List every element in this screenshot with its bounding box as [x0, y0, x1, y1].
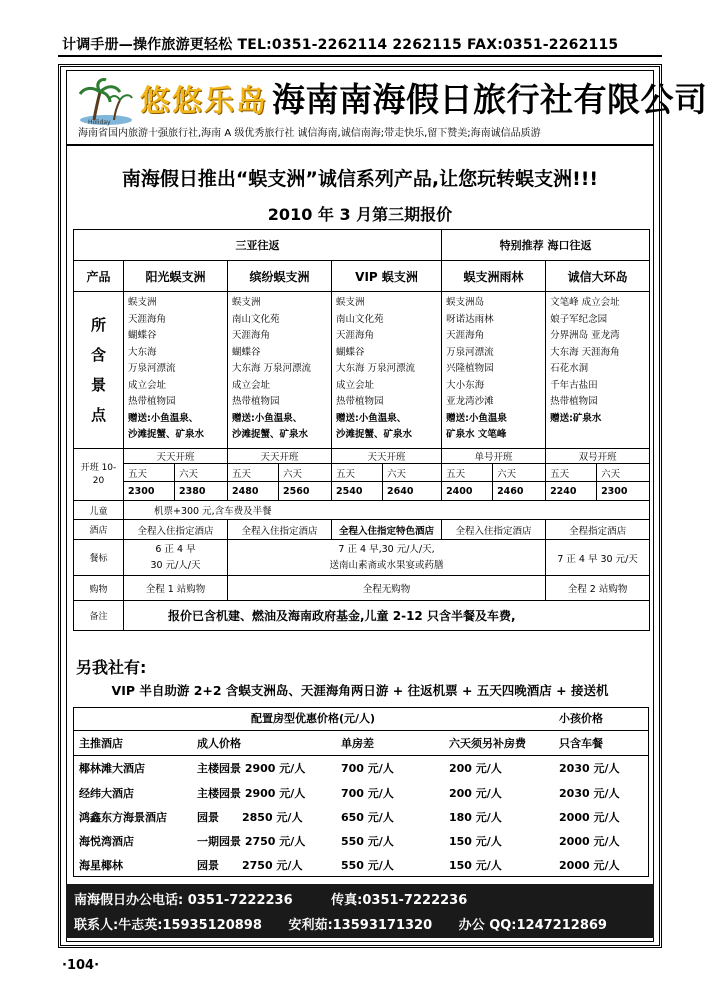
column-header: 成人价格 — [191, 730, 335, 755]
page-headline: 南海假日推出“蜈支洲”诚信系列产品,让您玩转蜈支洲!!! — [121, 168, 599, 190]
meals-middle-line1: 7 正 4 早,30 元/人/天, — [338, 543, 435, 555]
spot-item: 赠送:小鱼温泉、 — [232, 412, 303, 424]
meals-first — [124, 540, 228, 576]
price-cell: 2460 — [493, 482, 546, 501]
schedule-text: 单号开班 — [442, 449, 546, 464]
product-label: 产品 — [74, 261, 124, 292]
notes-label: 备注 — [74, 601, 124, 631]
hotel-price-table — [73, 707, 649, 877]
spot-item: 热带植物园 — [550, 396, 598, 407]
contact-person-1: 联系人:牛志英:15935120898 — [74, 918, 262, 933]
spot-item: 矿泉水 文笔峰 — [446, 429, 507, 440]
single-supplement: 700 元/人 — [341, 786, 394, 800]
product-name: VIP 蜈支洲 — [332, 261, 442, 292]
spot-item: 成立会址 — [128, 379, 167, 391]
spots-label-text: 所含景点 — [90, 316, 106, 424]
child-price: 2030 元/人 — [559, 761, 620, 775]
hotel-cell: 全程指定酒店 — [546, 520, 650, 540]
meals-middle-line2: 送南山素斋或水果宴或药膳 — [329, 559, 444, 571]
spot-item: 南山文化苑 — [336, 313, 384, 325]
adult-price: 主楼园景 2900 元/人 — [197, 786, 306, 800]
meals-label: 餐标 — [74, 540, 124, 576]
product-name: 阳光蜈支洲 — [124, 261, 228, 292]
spot-item: 沙滩捉蟹、矿泉水 — [336, 429, 413, 440]
product-price-table — [73, 229, 650, 631]
price-period-title: 2010 年 3 月第三期报价 — [267, 205, 453, 224]
palm-tree-island-icon — [76, 76, 136, 126]
price-cell: 2640 — [383, 482, 442, 501]
single-supplement: 550 元/人 — [341, 835, 394, 848]
office-qq: 办公 QQ:1247212869 — [458, 918, 607, 933]
shopping-middle: 全程无购物 — [228, 576, 546, 601]
contact-person-2: 安利茹:13593171320 — [288, 918, 433, 933]
column-header: 只含车餐 — [553, 730, 649, 755]
office-fax: 传真:0351-7222236 — [331, 893, 468, 908]
hotel-cell: 全程入住指定酒店 — [124, 520, 228, 540]
notes-text: 报价已含机建、燃油及海南政府基金,儿童 2-12 只含半餐及车费, — [124, 601, 650, 631]
brand-divider — [66, 144, 654, 146]
spot-item: 石花水洞 — [550, 363, 589, 374]
price-cell: 2480 — [228, 482, 279, 501]
hotel-name: 经纬大酒店 — [79, 786, 134, 800]
spot-item: 热带植物园 — [232, 396, 280, 407]
child-price-title: 小孩价格 — [553, 707, 649, 730]
days-cell: 五天 — [124, 464, 175, 482]
spots-list — [228, 292, 332, 449]
days-cell: 五天 — [332, 464, 383, 482]
child-price: 2000 元/人 — [559, 859, 620, 872]
shopping-label: 购物 — [74, 576, 124, 601]
days-cell: 五天 — [228, 464, 279, 482]
spot-item: 蝴蝶谷 — [128, 330, 157, 341]
price-cell: 2540 — [332, 482, 383, 501]
spot-item: 天涯海角 — [232, 330, 271, 341]
days-cell: 六天 — [493, 464, 546, 482]
adult-price: 园景 2850 元/人 — [197, 811, 303, 824]
schedule-text: 天天开班 — [332, 449, 442, 464]
spot-item: 千年古盐田 — [550, 379, 598, 391]
spot-item: 大小东海 — [446, 379, 485, 391]
meals-middle — [228, 540, 546, 576]
meals-first-price: 30 元/人/天 — [150, 559, 201, 571]
company-tagline: 海南省国内旅游十强旅行社,海南 A 级优秀旅行社 诚信海南,诚信南海;带走快乐,留下赞美;海南诚信品质游 — [78, 128, 541, 139]
single-supplement: 700 元/人 — [341, 761, 394, 775]
schedule-text: 天天开班 — [228, 449, 332, 464]
adult-price: 主楼园景 2900 元/人 — [197, 761, 306, 775]
price-cell: 2240 — [546, 482, 597, 501]
spot-item: 天涯海角 — [446, 330, 485, 341]
extra-fee: 200 元/人 — [449, 786, 502, 800]
schedule-label: 开班 10-20 — [74, 449, 124, 501]
price-cell: 2300 — [597, 482, 650, 501]
spot-item: 蜈支洲岛 — [446, 297, 485, 308]
spot-item: 南山文化苑 — [232, 313, 280, 325]
child-price: 2030 元/人 — [559, 786, 620, 800]
spot-item: 热带植物园 — [336, 396, 384, 407]
spot-item: 万泉河漂流 — [128, 363, 176, 374]
spot-item: 沙滩捉蟹、矿泉水 — [232, 429, 309, 440]
hotel-label: 酒店 — [74, 520, 124, 540]
spot-item: 大东海 — [128, 346, 157, 358]
extra-fee: 200 元/人 — [449, 761, 502, 775]
product-name: 诚信大环岛 — [546, 261, 650, 292]
logo-caption: Holiday — [88, 119, 111, 126]
hotel-cell: 全程入住指定酒店 — [228, 520, 332, 540]
hotel-name: 鸿鑫东方海景酒店 — [79, 811, 167, 824]
spot-item: 热带植物园 — [128, 396, 176, 407]
spot-item: 万泉河漂流 — [446, 346, 494, 358]
spot-item: 沙滩捉蟹、矿泉水 — [128, 429, 205, 440]
column-header: 单房差 — [335, 730, 443, 755]
spot-item: 蝴蝶谷 — [232, 346, 261, 358]
table-row — [73, 829, 649, 853]
single-supplement: 650 元/人 — [341, 811, 394, 824]
spots-list — [332, 292, 442, 449]
spot-item: 成立会址 — [336, 379, 375, 391]
spot-item: 兴隆植物园 — [446, 363, 494, 374]
adult-price: 园景 2750 元/人 — [197, 859, 303, 872]
days-cell: 五天 — [442, 464, 493, 482]
price-cell: 2400 — [442, 482, 493, 501]
spots-list — [442, 292, 546, 449]
hotel-cell: 全程入住指定特色酒店 — [332, 520, 442, 540]
page-header: 计调手册—操作旅游更轻松 TEL:0351-2262114 2262115 FAX:0351-2262115 — [62, 37, 619, 53]
column-header: 六天须另补房费 — [443, 730, 553, 755]
spot-item: 天涯海角 — [128, 313, 167, 325]
price-table-title: 配置房型优惠价格(元/人) — [73, 707, 553, 730]
price-cell: 2380 — [175, 482, 228, 501]
company-name: 海南南海假日旅行社有限公司 — [272, 80, 708, 119]
spot-item: 分界洲岛 亚龙湾 — [550, 330, 620, 341]
schedule-text: 天天开班 — [124, 449, 228, 464]
price-cell: 2300 — [124, 482, 175, 501]
hotel-name: 椰林滩大酒店 — [79, 761, 145, 775]
page-number: ·104· — [62, 958, 100, 973]
spot-item: 天涯海角 — [336, 330, 375, 341]
days-cell: 六天 — [383, 464, 442, 482]
meals-last: 7 正 4 早 30 元/天 — [546, 540, 650, 576]
extra-fee: 180 元/人 — [449, 811, 502, 824]
meals-first-standard: 6 正 4 早 — [155, 543, 196, 555]
child-note: 机票+300 元,含车费及半餐 — [124, 501, 650, 520]
office-phone: 南海假日办公电话: 0351-7222236 — [74, 893, 293, 908]
schedule-text: 双号开班 — [546, 449, 650, 464]
brand-logo-text: 悠悠乐岛 — [140, 84, 268, 119]
hotel-cell: 全程入住指定酒店 — [442, 520, 546, 540]
child-label: 儿童 — [74, 501, 124, 520]
header-rule — [58, 55, 662, 57]
spot-item: 文笔峰 成立会址 — [550, 297, 620, 308]
spot-item: 呀诺达雨林 — [446, 313, 494, 325]
route-special: 特别推荐 海口往返 — [442, 230, 650, 261]
spot-item: 蜈支洲 — [336, 297, 365, 308]
hotel-name: 海星椰林 — [79, 859, 123, 872]
contact-footer — [66, 884, 654, 938]
spot-item: 大东海 天涯海角 — [550, 346, 620, 358]
spot-item: 娘子军纪念园 — [550, 313, 608, 325]
other-products-title: 另我社有: — [76, 658, 147, 677]
hotel-name: 海悦湾酒店 — [79, 835, 134, 848]
spot-item: 蝴蝶谷 — [336, 346, 365, 358]
table-row — [73, 755, 649, 780]
shopping-first: 全程 1 站购物 — [124, 576, 228, 601]
spot-item: 赠送:矿泉水 — [550, 412, 602, 424]
days-cell: 六天 — [175, 464, 228, 482]
child-price: 2000 元/人 — [559, 811, 620, 824]
days-cell: 六天 — [279, 464, 332, 482]
table-row — [73, 780, 649, 805]
spot-item: 成立会址 — [232, 379, 271, 391]
spot-item: 蜈支洲 — [232, 297, 261, 308]
spots-list — [546, 292, 650, 449]
spot-item: 大东海 万泉河漂流 — [336, 363, 416, 374]
column-header: 主推酒店 — [73, 730, 191, 755]
spots-label — [74, 292, 124, 449]
price-cell: 2560 — [279, 482, 332, 501]
extra-fee: 150 元/人 — [449, 859, 502, 872]
spots-list — [124, 292, 228, 449]
vip-promo: VIP 半自助游 2+2 含蜈支洲岛、天涯海角两日游 + 往返机票 + 五天四晚酒店 + 接送机 — [111, 683, 609, 698]
table-row — [73, 853, 649, 877]
spot-item: 赠送:小鱼温泉、 — [336, 412, 407, 424]
single-supplement: 550 元/人 — [341, 859, 394, 872]
spot-item: 蜈支洲 — [128, 297, 157, 308]
product-name: 蜈支洲雨林 — [442, 261, 546, 292]
product-name: 缤纷蜈支洲 — [228, 261, 332, 292]
spot-item: 赠送:小鱼温泉 — [446, 412, 507, 424]
child-price: 2000 元/人 — [559, 835, 620, 848]
spot-item: 亚龙湾沙滩 — [446, 396, 494, 407]
spot-item: 赠送:小鱼温泉、 — [128, 412, 199, 424]
extra-fee: 150 元/人 — [449, 835, 502, 848]
adult-price: 一期园景 2750 元/人 — [197, 835, 306, 848]
days-cell: 五天 — [546, 464, 597, 482]
days-cell: 六天 — [597, 464, 650, 482]
route-sanya: 三亚往返 — [74, 230, 442, 261]
shopping-last: 全程 2 站购物 — [546, 576, 650, 601]
spot-item: 大东海 万泉河漂流 — [232, 363, 312, 374]
table-row — [73, 805, 649, 829]
